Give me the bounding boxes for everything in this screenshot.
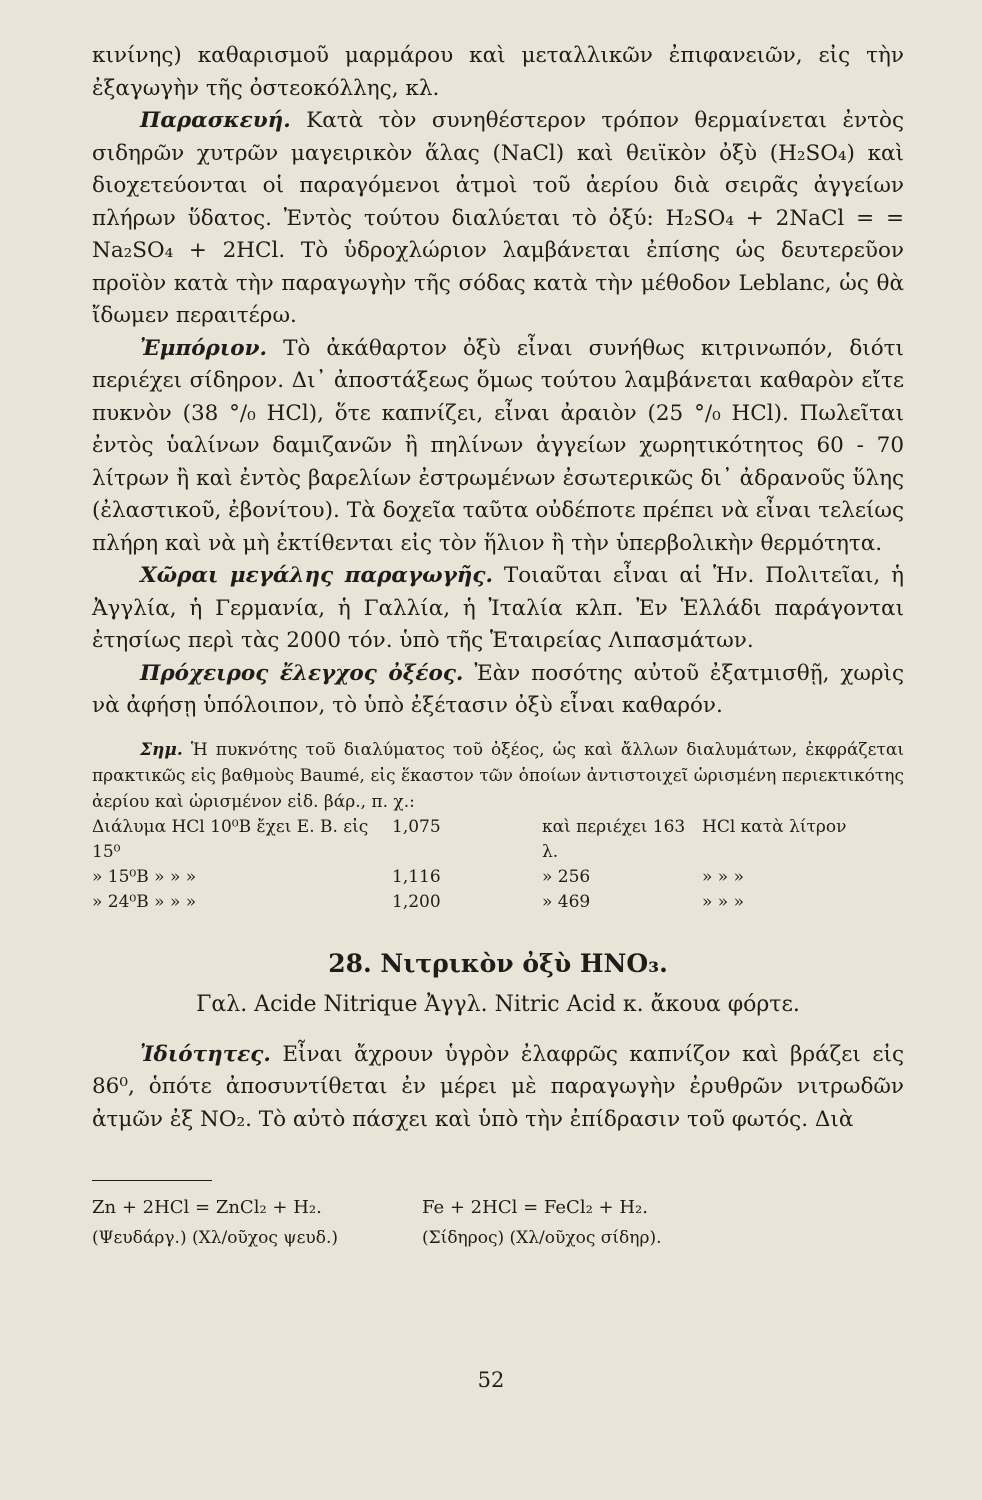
row-unit: » » » (702, 866, 745, 887)
row-content: » 469 (542, 891, 591, 912)
zinc-labels: (Ψευδάργ.) (Χλ/οῦχος ψευδ.) (92, 1228, 339, 1248)
section-subtitle: Γαλ. Acide Nitrique Ἀγγλ. Nitric Acid κ. ἄκουα φόρτε. (196, 991, 800, 1017)
row-unit: HCl κατὰ λίτρον (702, 816, 847, 837)
note-text: Ἡ πυκνότης τοῦ διαλύματος τοῦ ὀξέος, ὡς καὶ ἄλλων διαλυμάτων, ἐκφράζεται πρακτικῶς εἰς βαθμοὺς Baumé, εἰς ἕκαστον τῶν ὁποίων ἀντιστοιχεῖ ὡρισμένη περιεκτικότης ἀερίου καὶ ὡρισμένον εἰδ. βάρ., π. χ.: (92, 739, 904, 812)
table-row (92, 890, 904, 915)
row-label: Διάλυμα HCl 10⁰B ἔχει E. B. εἰς 15⁰ (92, 816, 369, 862)
countries-text: Τοιαῦται εἶναι αἱ Ἡν. Πολιτεῖαι, ἡ Ἀγγλία, ἡ Γερμανία, ἡ Γαλλία, ἡ Ἰταλία κλπ. Ἐν Ἑλλάδι παράγονται ἐτησίως περὶ τὰς 2000 τόν. ὑπὸ τῆς Ἑταιρείας Λιπασμάτων. (92, 563, 905, 653)
footnote-labels (92, 1223, 904, 1253)
page-number: 52 (477, 1368, 505, 1392)
countries-heading: Χῶραι μεγάλης παραγωγῆς. (140, 563, 493, 588)
table-row (92, 815, 904, 865)
test-paragraph (92, 658, 904, 723)
test-text: Ἐὰν ποσότης αὐτοῦ ἐξατμισθῇ, χωρὶς νὰ ἀφήσῃ ὑπόλοιπον, τὸ ὑπὸ ἐξέτασιν ὀξὺ εἶναι καθαρόν. (92, 660, 904, 718)
row-label: » 24⁰B » » » (92, 891, 197, 912)
baume-table (92, 815, 904, 915)
preparation-paragraph (92, 105, 904, 333)
footnote-equations (92, 1193, 904, 1223)
footnote-divider (92, 1180, 212, 1181)
iron-equation: Fe + 2HCl = FeCl₂ + H₂. (422, 1197, 648, 1218)
test-heading: Πρόχειρος ἔλεγχος ὀξέος. (140, 660, 464, 686)
note-heading: Σημ. (140, 739, 183, 760)
row-content: καὶ περιέχει 163 λ. (542, 816, 686, 862)
properties-text: Εἶναι ἄχρουν ὑγρὸν ἐλαφρῶς καπνίζον καὶ βράζει εἰς 86⁰, ὁπότε ἀποσυντίθεται ἐν μέρει μὲ παραγωγὴν ἐρυθρῶν νιτρωδῶν ἀτμῶν ἐξ NO₂. Τὸ αὐτὸ πάσχει καὶ ὑπὸ τὴν ἐπίδρασιν τοῦ φωτός. Διὰ (92, 1041, 904, 1132)
properties-heading: Ἰδιότητες. (140, 1041, 271, 1067)
preparation-text: Κατὰ τὸν συνηθέστερον τρόπον θερμαίνεται ἐντὸς σιδηρῶν χυτρῶν μαγειρικὸν ἅλας (NaCl) καὶ θειϊκὸν ὀξὺ (H₂SO₄) καὶ διοχετεύονται οἱ παραγόμενοι ἀτμοὶ τοῦ ἀερίου διὰ σειρᾶς ἀγγείων πλήρων ὕδατος. Ἐντὸς τούτου διαλύεται τὸ ὀξύ: H₂SO₄ + 2NaCl = = Na₂SO₄ + 2HCl. Τὸ ὑδροχλώριον λαμβάνεται ἐπίσης ὡς δευτερεῦον προϊὸν κατὰ τὴν παραγωγὴν τῆς σόδας κατὰ τὴν μέθοδον Leblanc, ὡς θὰ ἴδωμεν περαιτέρω. (92, 108, 904, 328)
trade-heading: Ἐμπόριον. (140, 335, 267, 361)
countries-paragraph (92, 560, 904, 658)
trade-text: Τὸ ἀκάθαρτον ὀξὺ εἶναι συνήθως κιτρινωπόν, διότι περιέχει σίδηρον. Δι᾽ ἀποστάξεως ὅμως τούτου λαμβάνεται καθαρὸν εἴτε πυκνὸν (38 °/₀ HCl), ὅτε καπνίζει, εἶναι ἀραιὸν (25 °/₀ HCl). Πωλεῖται ἐντὸς ὑαλίνων δαμιζανῶν ἢ πηλίνων ἀγγείων χωρητικότητος 60 - 70 λίτρων ἢ καὶ ἐντὸς βαρελίων ἐστρωμένων ἐσωτερικῶς δι᾽ ἀδρανοῦς ὕλης (ἐλαστικοῦ, ἐβονίτου). Τὰ δοχεῖα ταῦτα οὐδέποτε πρέπει νὰ εἶναι τελείως πλήρη καὶ νὰ μὴ ἐκτίθενται εἰς τὸν ἥλιον ἢ τὴν ὑπερβολικὴν θερμότητα. (92, 335, 904, 556)
zinc-equation: Zn + 2HCl = ZnCl₂ + H₂. (92, 1197, 322, 1218)
intro-paragraph: κινίνης) καθαρισμοῦ μαρμάρου καὶ μεταλλικῶν ἐπιφανειῶν, εἰς τὴν ἐξαγωγὴν τῆς ὀστεοκόλλης, κλ. (92, 43, 904, 101)
table-row (92, 865, 904, 890)
preparation-heading: Παρασκευή. (140, 108, 291, 133)
row-unit: » » » (702, 891, 745, 912)
section-title: 28. Νιτρικὸν ὀξὺ HNO₃. (328, 948, 668, 978)
note-paragraph (92, 737, 904, 815)
row-density: 1,075 (392, 816, 441, 837)
row-label: » 15⁰B » » » (92, 866, 197, 887)
iron-labels: (Σίδηρος) (Χλ/οῦχος σίδηρ). (422, 1228, 662, 1248)
trade-paragraph (92, 333, 904, 561)
properties-paragraph (92, 1039, 904, 1137)
row-density: 1,200 (392, 891, 441, 912)
row-density: 1,116 (392, 866, 441, 887)
row-content: » 256 (542, 866, 591, 887)
